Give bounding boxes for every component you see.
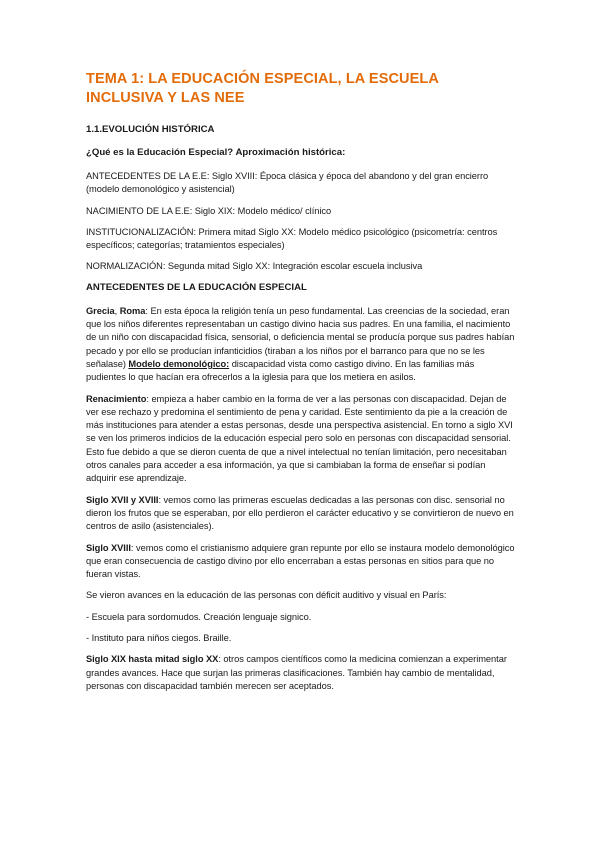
- stage-normalizacion: NORMALIZACIÓN: Segunda mitad Siglo XX: Integración escolar escuela inclusiva: [86, 261, 423, 272]
- stage-antecedentes: ANTECEDENTES DE LA E.E: Siglo XVIII: Época clásica y época del abandono y del gran encierro (modelo demonológico y asistencial): [86, 171, 489, 195]
- renacimiento-text: : empieza a haber cambio en la forma de ver a las personas con discapacidad. Dejan de ver ese rechazo y predomina el sentimiento de pena y caridad. Este sentimiento da pie a la creación de más instituciones para atender a estas personas, desde una perspectiva asistencial. En torno a siglo XVI se ven los primeros indicios de la educación especial pero solo en personas con discapacidad sensorial. Esto fue debido a que se dieron cuenta de que a nivel intelectual no tenían limitación, pero necesitaban otros canales para acceder a esa información, ya que si cambiaban la forma de enseñar si podían adquirir ese aprendizaje.: [86, 393, 513, 484]
- paragraph-grecia-roma: Grecia, Roma: En esta época la religión tenía un peso fundamental. Las creencias de la sociedad, eran que los niños diferentes representaban un castigo divino hacia sus padres. En una familia, el nacimiento de un niño con discapacidad física, sensorial, o deficiencia mental se producía porque sus padres habían pecado y por ello se producían infanticidios (tiraban a los niños por el barranco para que no se les señalase) Modelo demonológico: discapacidad vista como castigo divino. En las familias más pudientes lo que hacían era ofrecerlos a la iglesia para que los metiera en asilos.: [86, 305, 515, 383]
- renacimiento-lead: Renacimiento: [86, 393, 147, 404]
- paragraph-siglo-xviii: [86, 542, 515, 582]
- siglo-xix-lead: Siglo XIX hasta mitad siglo XX: [86, 654, 219, 665]
- question-heading: ¿Qué es la Educación Especial? Aproximación histórica:: [86, 147, 346, 158]
- roma-lead: Roma: [119, 305, 146, 316]
- document-title: TEMA 1: LA EDUCACIÓN ESPECIAL, LA ESCUELA INCLUSIVA Y LAS NEE: [86, 71, 439, 106]
- paragraph-siglo-xix: [86, 653, 515, 693]
- bullet-sordomudos: - Escuela para sordomudos. Creación lenguaje signico.: [86, 611, 312, 622]
- grecia-text-b: discapacidad vista como castigo divino. En las familias más pudientes lo que hacían era ofrecerlos a la iglesia para que los metiera en asilos.: [86, 358, 475, 383]
- paragraph-renacimiento: [86, 393, 515, 486]
- siglo-xix-text: : otros campos científicos como la medicina comienzan a experimentar grandes avances. Hace que surjan las primeras clasificaciones. También hay cambio de mentalidad, personas con discapacidad también merecen ser aceptados.: [86, 654, 507, 691]
- modelo-demonologico-label: Modelo demonológico:: [128, 358, 230, 369]
- siglo-xviii-lead: Siglo XVIII: [86, 542, 131, 553]
- siglo-xvii-lead: Siglo XVII y XVIII: [86, 494, 159, 505]
- grecia-text-a: : En esta época la religión tenía un peso fundamental. Las creencias de la sociedad, eran que los niños diferentes representaban un castigo divino hacia sus padres. En una familia, el nacimiento de un niño con discapacidad física, sensorial, o deficiencia mental se producía porque sus padres habían pecado y por ello se producían infanticidios (tiraban a los niños por el barranco para que no se les señalase): [86, 305, 515, 369]
- siglo-xviii-text: : vemos como el cristianismo adquiere gran repunte por ello se instaura modelo demonológico que eran consecuencia de castigo divino por ello encerraban a estas personas en sitios para que no fueran vistas.: [86, 542, 515, 580]
- siglo-xvii-text: : vemos como las primeras escuelas dedicadas a las personas con disc. sensorial no dieron los frutos que se esperaban, por ello perdieron el carácter educativo y se convirtieron de nuevo en centros de asilo (asistenciales).: [86, 494, 514, 532]
- grecia-lead: Grecia: [86, 305, 115, 316]
- paragraph-paris: Se vieron avances en la educación de las personas con déficit auditivo y visual en París:: [86, 590, 447, 601]
- stage-nacimiento: NACIMIENTO DE LA E.E: Siglo XIX: Modelo médico/ clínico: [86, 205, 332, 216]
- paragraph-siglo-xvii-xviii: [86, 494, 515, 534]
- bullet-ciegos: - Instituto para niños ciegos. Braille.: [86, 633, 232, 644]
- section-heading: 1.1.EVOLUCIÓN HISTÓRICA: [86, 124, 215, 135]
- stage-institucionalizacion: INSTITUCIONALIZACIÓN: Primera mitad Siglo XX: Modelo médico psicológico (psicometría: centros específicos; categorías; tratamientos especiales): [86, 226, 498, 251]
- antecedentes-heading: ANTECEDENTES DE LA EDUCACIÓN ESPECIAL: [86, 281, 307, 293]
